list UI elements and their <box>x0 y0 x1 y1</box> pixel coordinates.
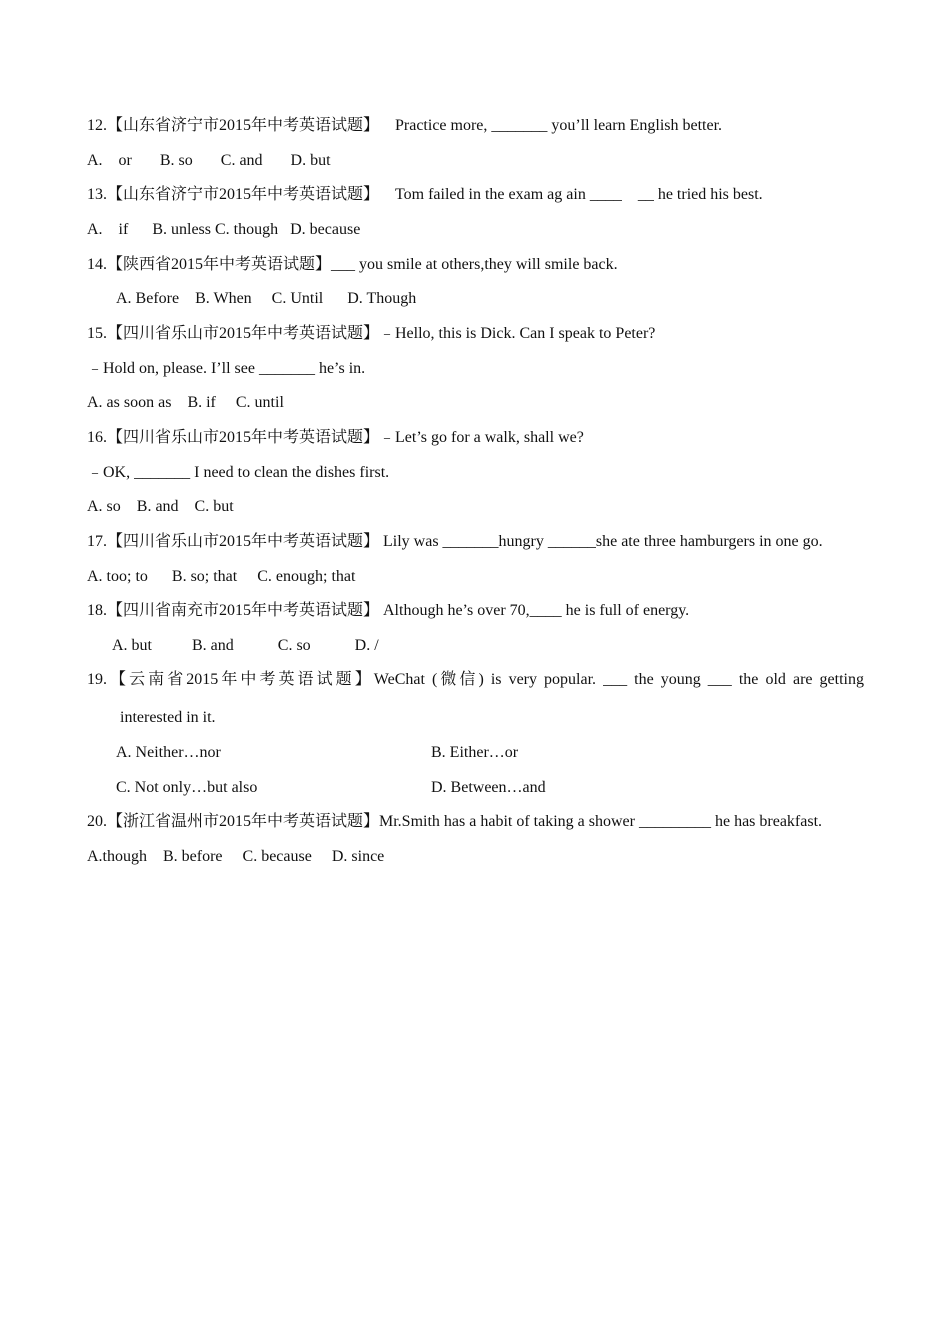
question-17-options: A. too; to B. so; that C. enough; that <box>87 568 356 585</box>
question-15-reply: ﹣Hold on, please. I’ll see _______ he’s in. <box>87 360 366 377</box>
question-20-options: A.though B. before C. because D. since <box>87 848 385 865</box>
question-18-stem: 18.【四川省南充市2015年中考英语试题】 Although he’s over 70,____ he is full of energy. <box>87 602 690 619</box>
question-19-option-d: D. Between…and <box>431 779 546 796</box>
question-13-options: A. if B. unless C. though D. because <box>87 221 361 238</box>
question-12-options: A. or B. so C. and D. but <box>87 152 331 169</box>
question-13-stem: 13.【山东省济宁市2015年中考英语试题】 Tom failed in the exam ag ain ____ __ he tried his best. <box>87 186 763 203</box>
question-19-option-b: B. Either…or <box>431 744 519 761</box>
question-14-stem: 14.【陕西省2015年中考英语试题】___ you smile at others,they will smile back. <box>87 256 618 273</box>
question-19-stem-continued: interested in it. <box>120 709 216 726</box>
question-18-options: A. but B. and C. so D. / <box>112 637 379 654</box>
question-14-options: A. Before B. When C. Until D. Though <box>116 290 417 307</box>
question-17-stem: 17.【四川省乐山市2015年中考英语试题】 Lily was _______hungry ______she ate three hamburgers in one go. <box>87 533 823 550</box>
question-16-stem: 16.【四川省乐山市2015年中考英语试题】﹣Let’s go for a walk, shall we? <box>87 429 584 446</box>
question-20-stem: 20.【浙江省温州市2015年中考英语试题】Mr.Smith has a habit of taking a shower _________ he has breakfast. <box>87 813 823 830</box>
question-19-stem: 19.【云南省2015年中考英语试题】WeChat (微信) is very popular. ___ the young ___ the old are getting <box>87 671 864 688</box>
question-15-stem: 15.【四川省乐山市2015年中考英语试题】﹣Hello, this is Dick. Can I speak to Peter? <box>87 325 656 342</box>
question-16-options: A. so B. and C. but <box>87 498 234 515</box>
question-16-reply: ﹣OK, _______ I need to clean the dishes first. <box>87 464 390 481</box>
question-15-options: A. as soon as B. if C. until <box>87 394 284 411</box>
question-19-option-c: C. Not only…but also <box>116 779 258 796</box>
question-12-stem: 12.【山东省济宁市2015年中考英语试题】 Practice more, _______ you’ll learn English better. <box>87 117 723 134</box>
question-19-option-a: A. Neither…nor <box>116 744 221 761</box>
